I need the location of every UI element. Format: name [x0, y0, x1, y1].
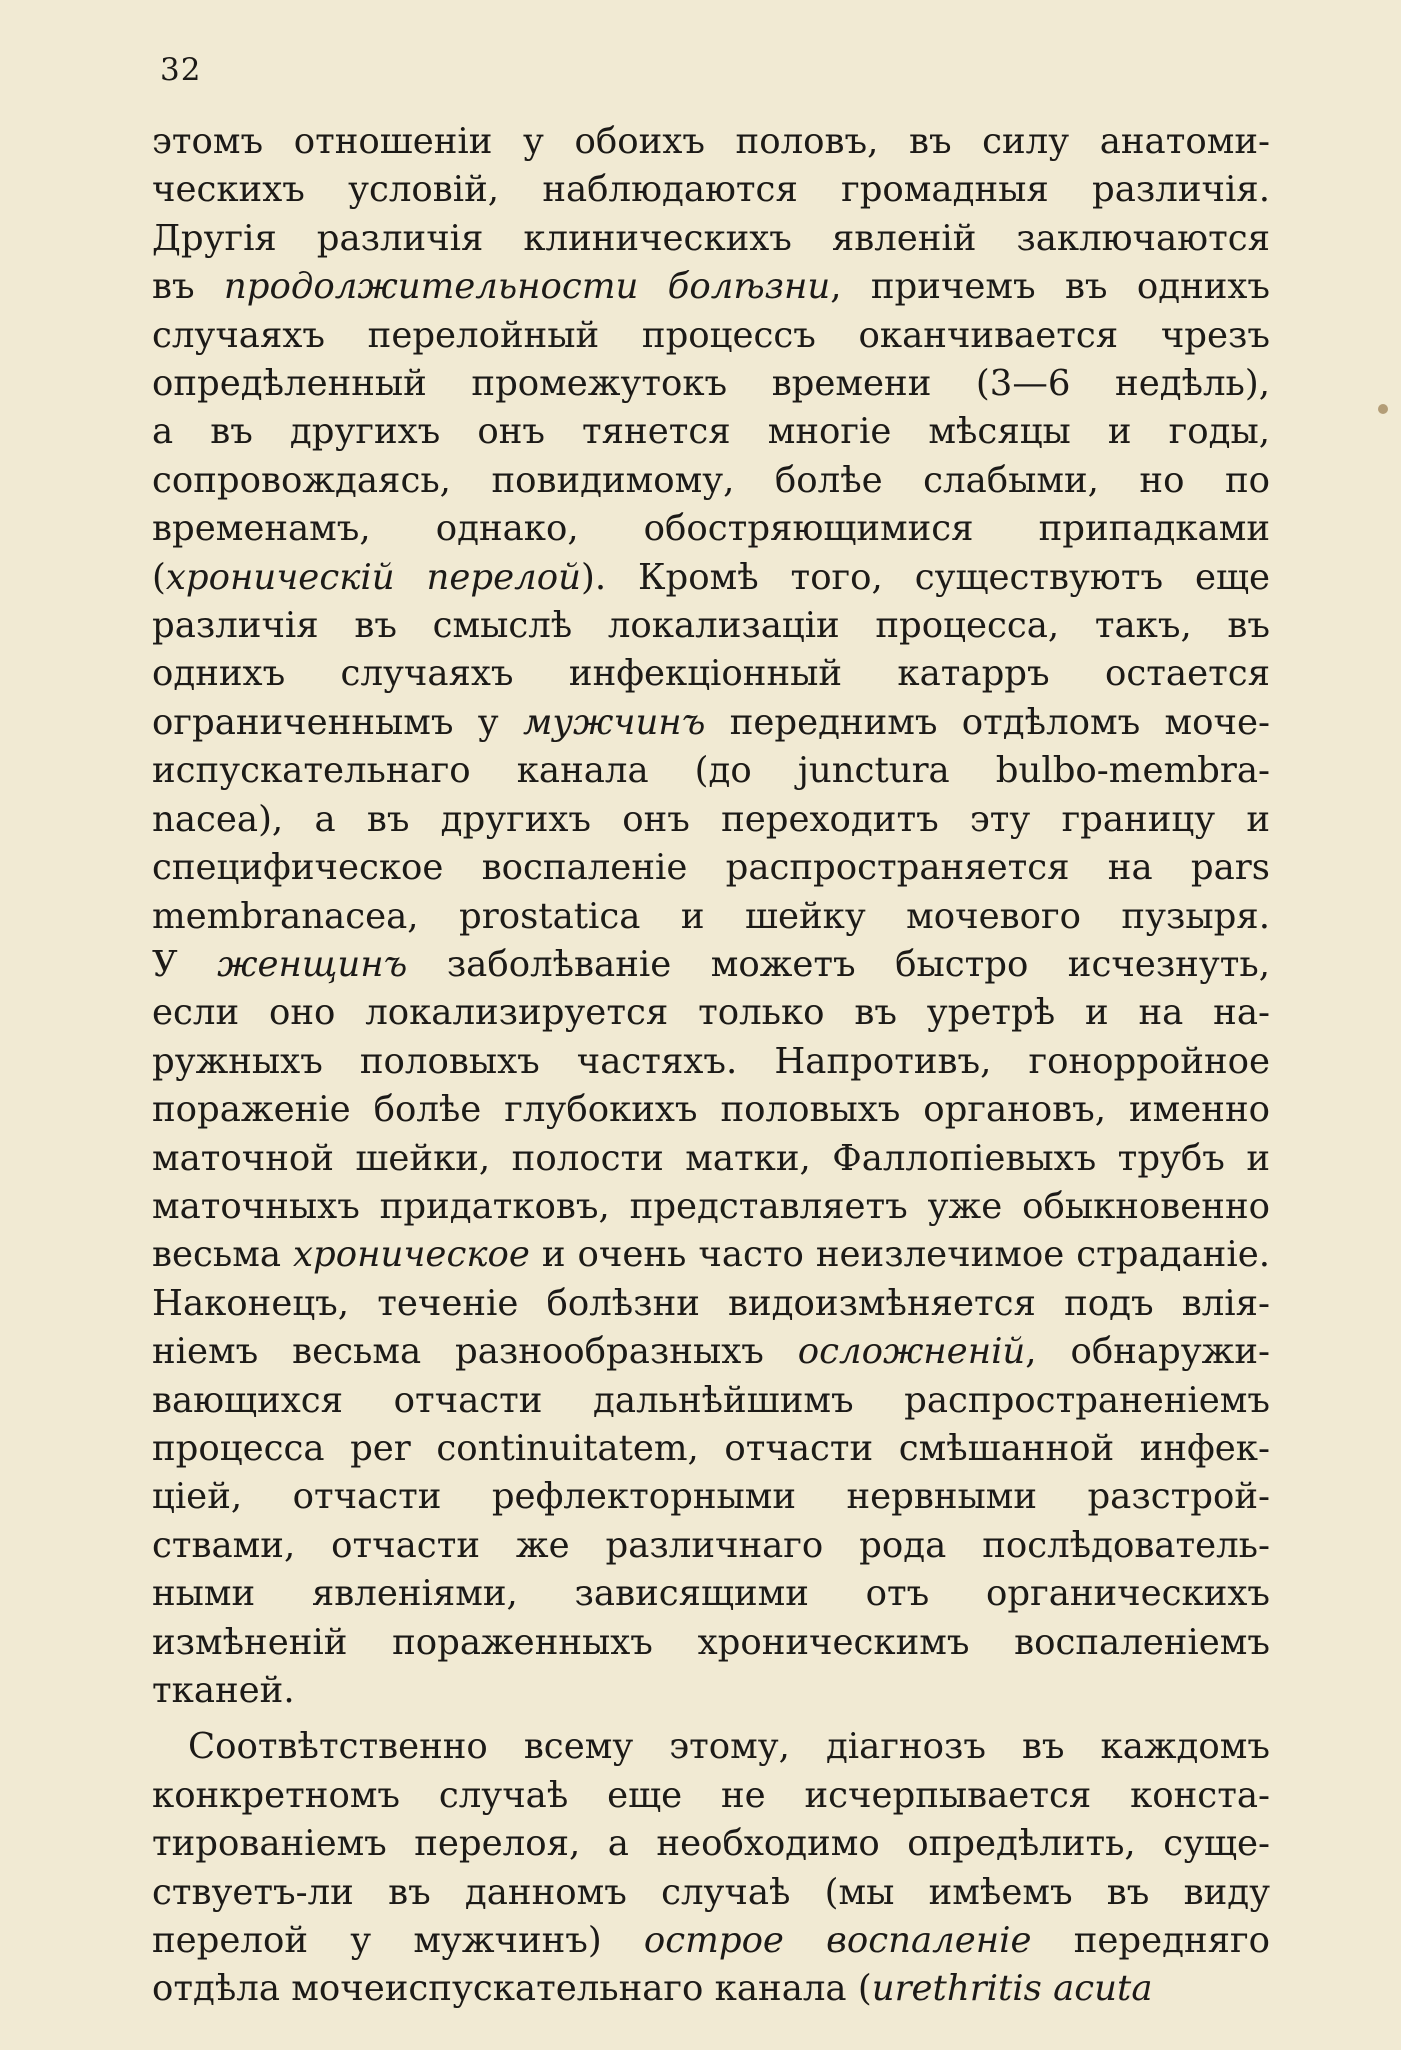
- text-line: [152, 166, 1270, 214]
- text-run: случаяхъ перелойный процессъ оканчивается чрезъ: [152, 314, 1270, 356]
- text-line: [152, 1965, 1270, 2013]
- text-line: [152, 1038, 1270, 1086]
- italic-emphasis: хроническій перелой: [165, 556, 581, 598]
- text-run: однихъ случаяхъ инфекціонный катарръ остается: [152, 653, 1270, 695]
- text-line: [152, 1619, 1270, 1667]
- text-line: [152, 1820, 1270, 1868]
- text-line: [152, 941, 1270, 989]
- text-run: тированіемъ перелоя, а необходимо опредѣлить, суще-: [152, 1823, 1270, 1865]
- text-line: [152, 118, 1270, 166]
- text-line: [152, 844, 1270, 892]
- text-run: опредѣленный промежутокъ времени (3—6 недѣль),: [152, 363, 1270, 405]
- paragraph: [152, 1723, 1270, 2013]
- text-run: , причемъ въ однихъ: [830, 266, 1270, 308]
- text-run: специфическое воспаленіе распространяется на pars: [152, 847, 1270, 889]
- text-line: [152, 699, 1270, 747]
- text-run: передняго: [1031, 1920, 1270, 1962]
- text-run: Другія различія клиническихъ явленій заключаются: [152, 217, 1270, 259]
- text-run: сопровождаясь, повидимому, болѣе слабыми, но по: [152, 459, 1270, 501]
- text-line: [152, 215, 1270, 263]
- text-line: [152, 505, 1270, 553]
- text-line: [152, 1869, 1270, 1917]
- text-line: [152, 1473, 1270, 1521]
- text-line: [152, 1377, 1270, 1425]
- text-run: У: [152, 943, 218, 985]
- text-line: [152, 1723, 1270, 1771]
- text-run: ограниченнымъ у: [152, 701, 523, 743]
- text-run: маточныхъ придатковъ, представляетъ уже обыкновенно: [152, 1185, 1270, 1227]
- text-run: конкретномъ случаѣ еще не исчерпывается конста-: [152, 1774, 1270, 1816]
- text-run: ными явленіями, зависящими отъ органическихъ: [152, 1573, 1270, 1615]
- body-text: [152, 118, 1270, 2014]
- text-line: [152, 408, 1270, 456]
- text-run: Наконецъ, теченіе болѣзни видоизмѣняется подъ влія-: [152, 1282, 1270, 1324]
- text-run: ствуетъ-ли въ данномъ случаѣ (мы имѣемъ въ виду: [152, 1871, 1270, 1913]
- text-run: тканей.: [152, 1670, 295, 1711]
- text-run: ствами, отчасти же различнаго рода послѣдователь-: [152, 1524, 1270, 1566]
- text-run: пораженіе болѣе глубокихъ половыхъ органовъ, именно: [152, 1089, 1270, 1131]
- text-line: [152, 1135, 1270, 1183]
- text-run: , обнаружи-: [1025, 1331, 1270, 1373]
- text-line: [152, 1522, 1270, 1570]
- italic-emphasis: женщинъ: [217, 943, 408, 985]
- text-line: [152, 554, 1270, 602]
- text-line: [152, 312, 1270, 360]
- italic-emphasis: мужчинъ: [522, 701, 706, 743]
- text-line: [152, 650, 1270, 698]
- text-line: [152, 893, 1270, 941]
- text-run: весьма: [152, 1234, 293, 1276]
- text-run: ніемъ весьма разнообразныхъ: [152, 1331, 798, 1373]
- italic-emphasis: продолжительности болѣзни: [223, 266, 831, 308]
- text-run: membranacea, prostatica и шейку мочевого пузыря.: [152, 895, 1270, 937]
- text-line: [152, 796, 1270, 844]
- text-line: [152, 1231, 1270, 1279]
- text-line: [152, 360, 1270, 408]
- text-run: и очень часто неизлечимое страданіе.: [529, 1234, 1270, 1276]
- text-line: [152, 602, 1270, 650]
- text-line: [152, 1570, 1270, 1618]
- text-run: nacea), а въ другихъ онъ переходитъ эту границу и: [152, 798, 1270, 840]
- italic-emphasis: urethritis acuta: [871, 1968, 1153, 2010]
- text-line: [152, 1917, 1270, 1965]
- text-line: [152, 1425, 1270, 1473]
- text-run: процесса per continuitatem, отчасти смѣшанной инфек-: [152, 1427, 1270, 1469]
- text-run: Соотвѣтственно всему этому, діагнозъ въ каждомъ: [188, 1726, 1270, 1768]
- text-run: этомъ отношеніи у обоихъ половъ, въ силу анатоми-: [152, 121, 1270, 162]
- page-spot: [1378, 404, 1388, 414]
- text-run: вающихся отчасти дальнѣйшимъ распространеніемъ: [152, 1379, 1270, 1421]
- text-line: [152, 1086, 1270, 1134]
- text-run: въ: [152, 266, 224, 308]
- page-number: 32: [160, 52, 202, 88]
- text-line: [152, 1183, 1270, 1231]
- text-line: [152, 1667, 1270, 1715]
- italic-emphasis: хроническое: [292, 1234, 530, 1276]
- text-run: переднимъ отдѣломъ моче-: [705, 701, 1270, 743]
- text-run: перелой у мужчинъ): [152, 1920, 644, 1962]
- text-run: если оно локализируется только въ уретрѣ и на на-: [152, 992, 1270, 1034]
- text-run: отдѣла мочеиспускательнаго канала (: [152, 1968, 872, 2010]
- text-run: ческихъ условій, наблюдаются громадныя различія.: [152, 169, 1270, 211]
- text-run: ружныхъ половыхъ частяхъ. Напротивъ, гонорройное: [152, 1040, 1270, 1082]
- text-run: маточной шейки, полости матки, Фаллопіевыхъ трубъ и: [152, 1137, 1270, 1179]
- text-line: [152, 747, 1270, 795]
- text-run: а въ другихъ онъ тянется многіе мѣсяцы и годы,: [152, 411, 1270, 453]
- text-line: [152, 1328, 1270, 1376]
- text-line: [152, 457, 1270, 505]
- text-run: измѣненій пораженныхъ хроническимъ воспаленіемъ: [152, 1621, 1270, 1663]
- text-line: [152, 989, 1270, 1037]
- text-line: [152, 1772, 1270, 1820]
- paragraph: [152, 118, 1270, 1715]
- italic-emphasis: осложненій: [797, 1331, 1026, 1373]
- text-run: различія въ смыслѣ локализаціи процесса, такъ, въ: [152, 605, 1270, 647]
- text-run: испускательнаго канала (до junctura bulbo-membra-: [152, 750, 1270, 792]
- text-run: заболѣваніе можетъ быстро исчезнуть,: [407, 943, 1270, 985]
- text-run: (: [152, 556, 166, 598]
- text-line: [152, 263, 1270, 311]
- text-run: ). Кромѣ того, существуютъ еще: [580, 556, 1270, 598]
- italic-emphasis: острое воспаленіе: [643, 1920, 1032, 1962]
- text-run: ціей, отчасти рефлекторными нервными разстрой-: [152, 1476, 1270, 1518]
- text-line: [152, 1280, 1270, 1328]
- text-run: временамъ, однако, обостряющимися припадками: [152, 508, 1270, 550]
